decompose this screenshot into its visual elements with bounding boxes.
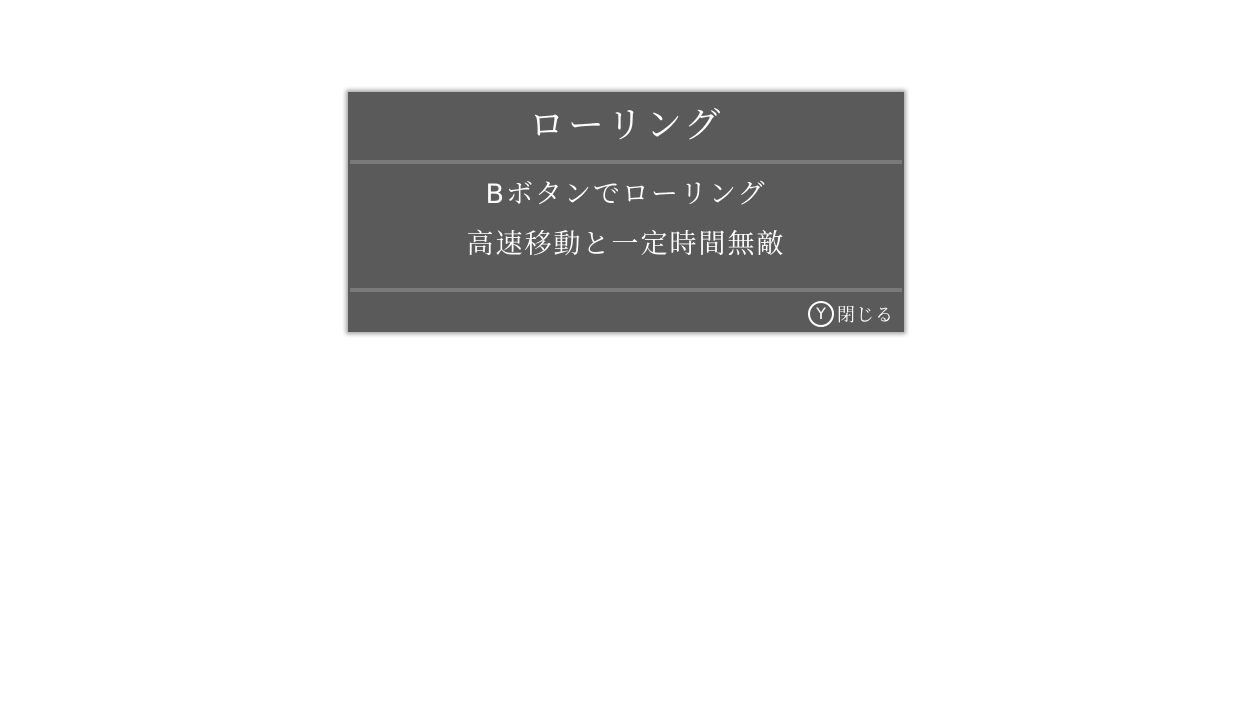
close-prompt[interactable]: [808, 300, 894, 328]
description-line-2: 高速移動と一定時間無敵: [466, 229, 786, 260]
y-button-icon: [808, 301, 834, 327]
header-divider: [350, 160, 902, 164]
dialog-body: [348, 170, 904, 280]
footer-divider: [350, 288, 902, 292]
y-button-glyph: Y: [816, 304, 826, 323]
close-label: 閉じる: [837, 305, 894, 326]
description-line-1: Bボタンでローリング: [485, 179, 767, 210]
dialog-title: ローリング: [528, 105, 724, 146]
tutorial-dialog: [348, 92, 904, 332]
dialog-header: [348, 92, 904, 160]
